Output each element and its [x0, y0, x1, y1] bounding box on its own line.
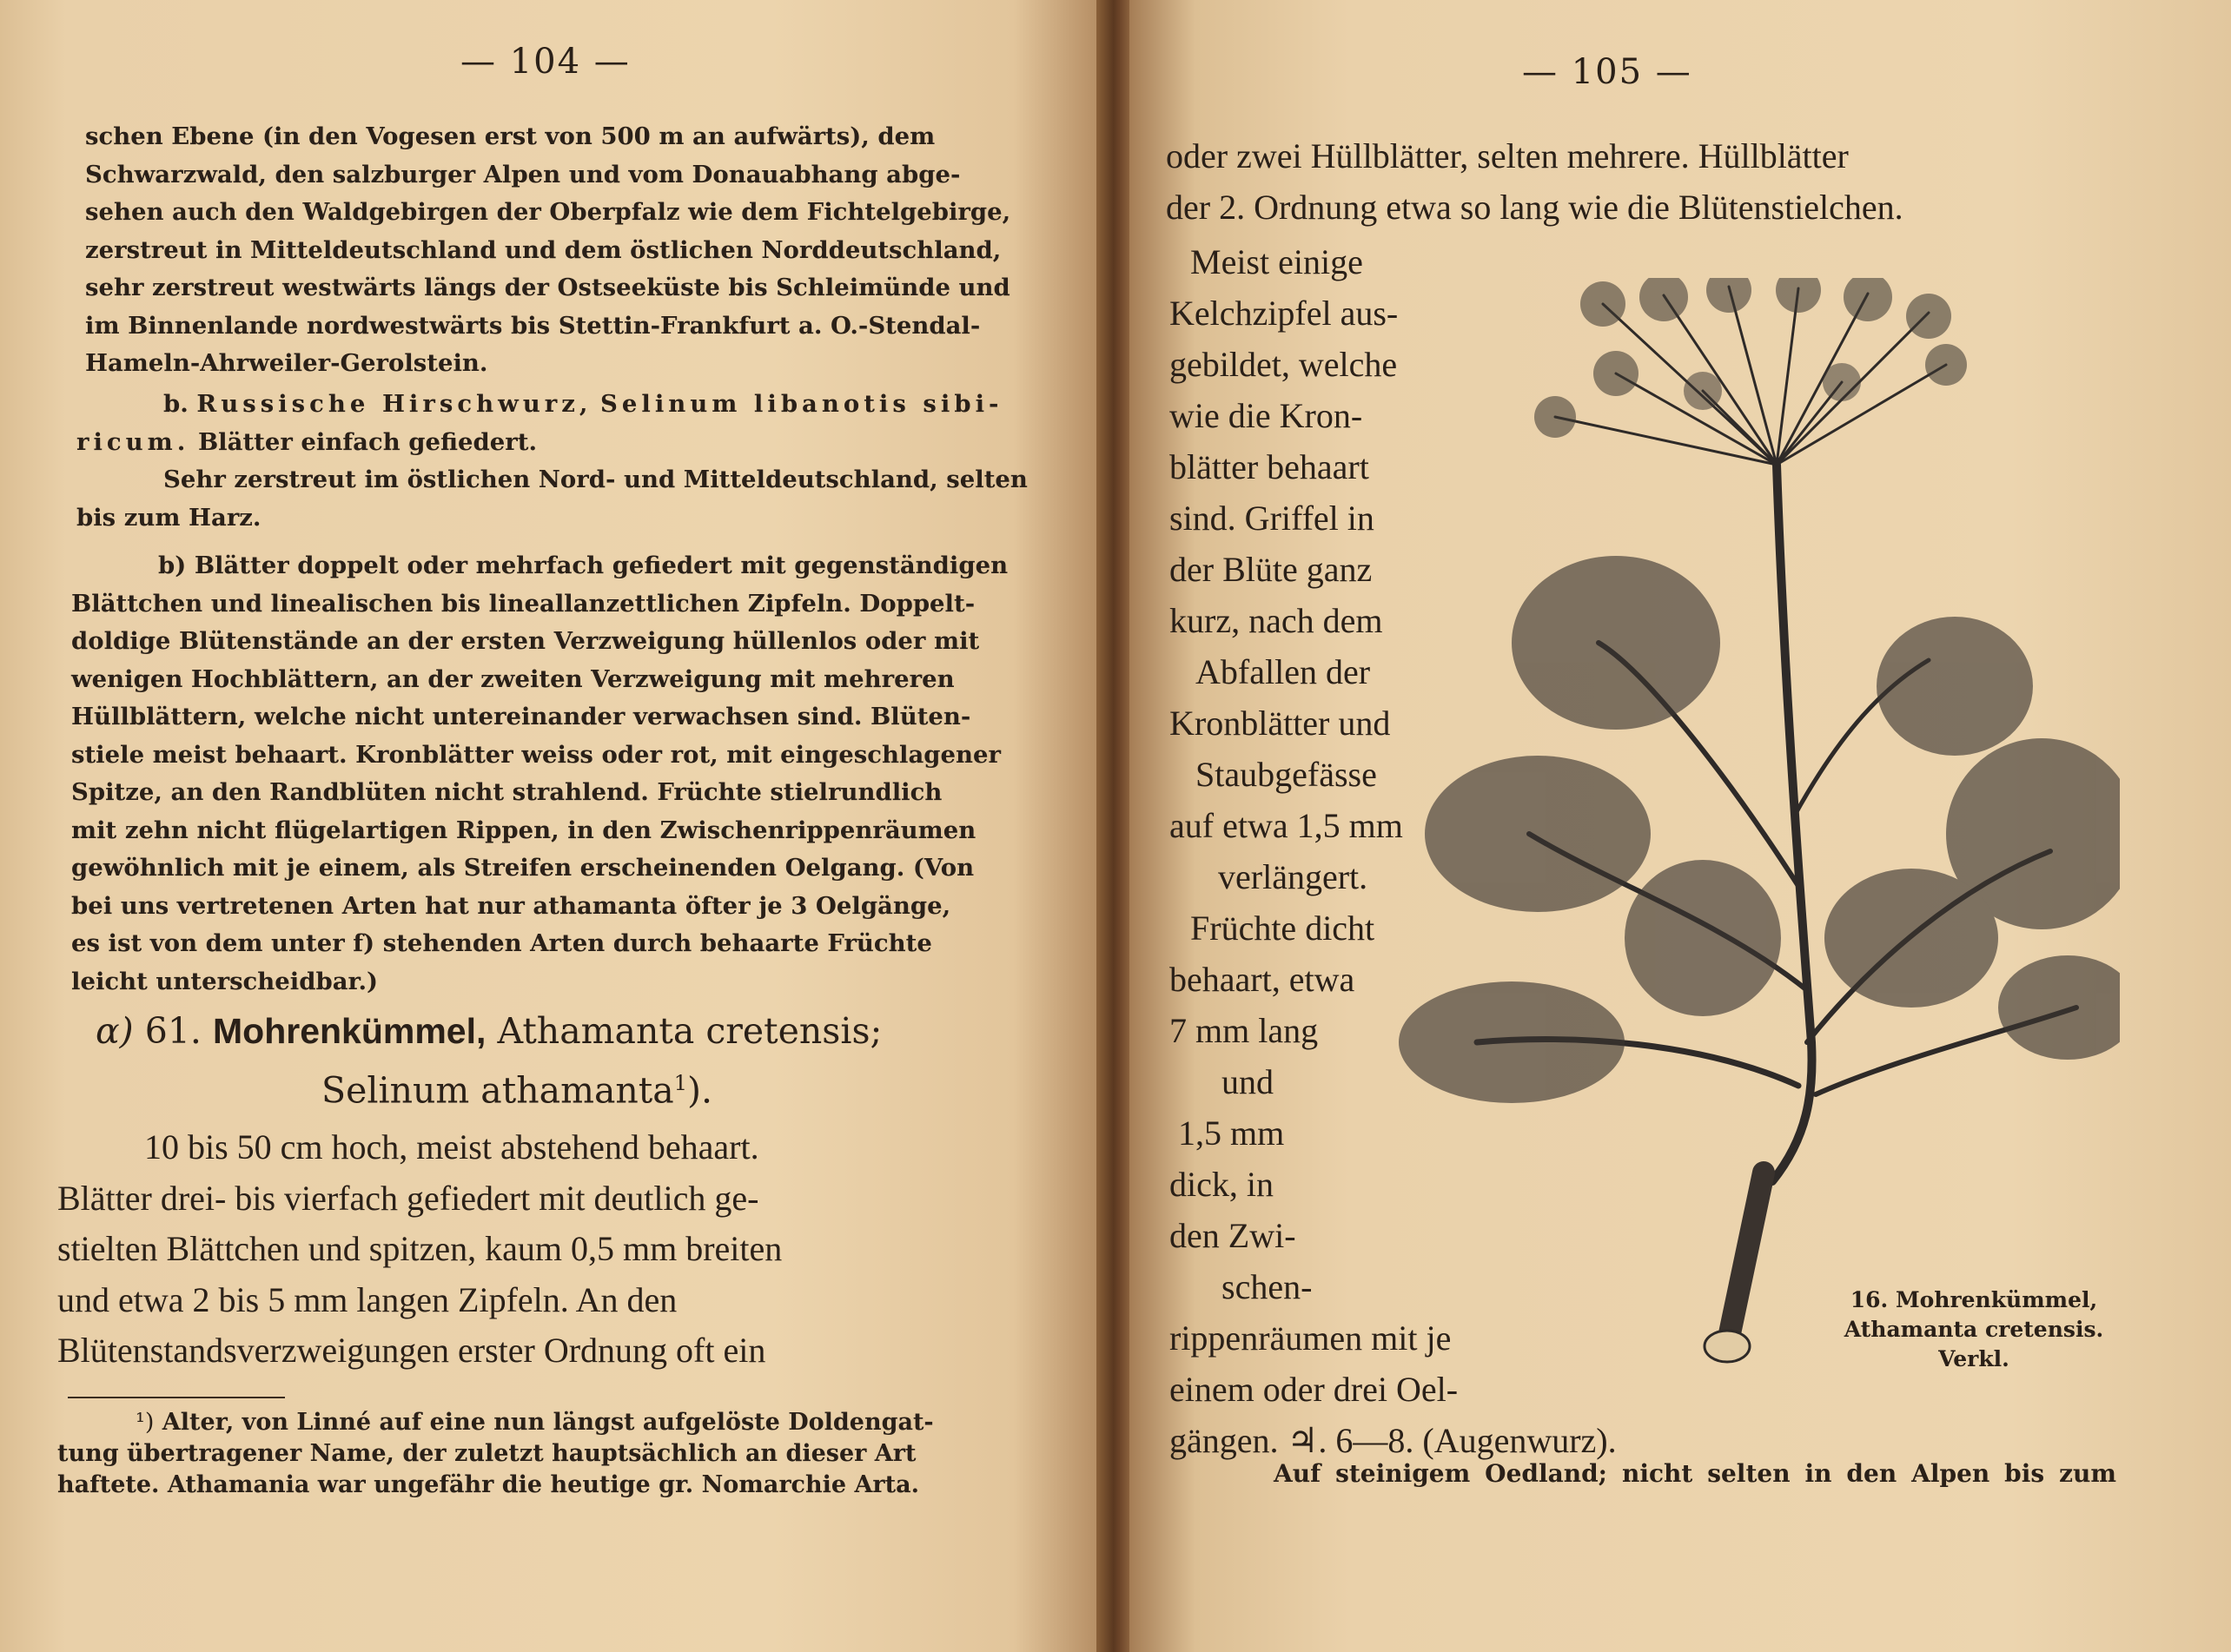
text-line: dick, in [1169, 1165, 1274, 1204]
text-line: Schwarzwald, den salzburger Alpen und vom Donauabhang abge- [85, 160, 961, 188]
text-line: schen- [1221, 1267, 1313, 1306]
footnote-rule [68, 1397, 285, 1398]
species-synonym: Selinum athamanta [321, 1069, 674, 1112]
text-line: Blätter drei- bis vierfach gefiedert mit deutlich ge- [57, 1178, 759, 1218]
footnote [57, 1407, 1020, 1501]
text-line: wenigen Hochblättern, an der zweiten Verzweigung mit mehreren [71, 664, 955, 693]
text-line: gewöhnlich mit je einem, als Streifen erscheinenden Oelgang. (Von [71, 854, 975, 882]
footnote-text: Alter, von Linné auf eine nun längst aufgelöste Doldengat- [162, 1409, 934, 1436]
footnote-mark: ¹) [136, 1409, 155, 1436]
text-line: rippenräumen mit je [1169, 1318, 1452, 1358]
text-line: 7 mm lang [1169, 1011, 1319, 1050]
text-line: Spitze, an den Randblüten nicht strahlend. Früchte stielrundlich [71, 778, 943, 806]
species-heading-line1 [96, 1008, 1016, 1054]
text-line: den Zwi- [1169, 1216, 1296, 1255]
text-line: im Binnenlande nordwestwärts bis Stettin-Frankfurt a. O.-Stendal- [85, 311, 981, 340]
page-number-left: — 104 — [460, 42, 631, 82]
caption-line: 16. Mohrenkümmel, [1850, 1287, 2098, 1312]
footnote-line: tung übertragener Name, der zuletzt hauptsächlich an dieser Art [57, 1440, 917, 1467]
text-line: bei uns vertretenen Arten hat nur athamanta öfter je 3 Oelgänge, [71, 891, 951, 920]
subsection-b-label: b. [163, 390, 189, 418]
subsection-b-desc [76, 424, 1049, 462]
text-line: auf etwa 1,5 mm [1169, 806, 1403, 845]
text-line: zerstreut in Mitteldeutschland und dem östlichen Norddeutschland, [85, 235, 1002, 264]
footnote-line [57, 1407, 1020, 1438]
species-heading-line2 [96, 1060, 1016, 1114]
text-line: sehr zerstreut westwärts längs der Ostseeküste bis Schleimünde und [85, 274, 1010, 301]
text-line: kurz, nach dem [1169, 601, 1383, 640]
text-line: 1,5 mm [1178, 1113, 1285, 1153]
distribution-b-line: bis zum Harz. [76, 503, 261, 532]
distribution-b-line: Sehr zerstreut im östlichen Nord- und Mitteldeutschland, selten [163, 466, 1028, 493]
text-line: 10 bis 50 cm hoch, meist abstehend behaart. [144, 1127, 759, 1166]
subsection-b-title [76, 386, 1049, 424]
text-line: Blättchen und linealischen bis lineallanzettlichen Zipfeln. Doppelt- [71, 589, 976, 618]
text-line: der 2. Ordnung etwa so lang wie die Blütenstielchen. [1166, 188, 1903, 227]
species-number: 61. [144, 1010, 202, 1052]
caption-line: Verkl. [1938, 1346, 2009, 1371]
text-line: und [1221, 1062, 1274, 1101]
text-line: es ist von dem unter f) stehenden Arten durch behaarte Früchte [71, 929, 932, 957]
species-heading-end: ). [687, 1069, 713, 1112]
intro-paragraph [85, 118, 1049, 383]
species-name: Mohrenkümmel, [213, 1011, 487, 1051]
text-line: b) Blätter doppelt oder mehrfach gefiedert mit gegenständigen [158, 552, 1009, 579]
page-number-right: — 105 — [1522, 52, 1692, 92]
text-line: verlängert. [1218, 857, 1368, 896]
text-line: Hüllblättern, welche nicht untereinander verwachsen sind. Blüten- [71, 703, 971, 730]
text-line: schen Ebene (in den Vogesen erst von 500 m an aufwärts), dem [85, 122, 936, 150]
subsection-b-latin-cont: ricum. [76, 427, 190, 456]
text-line: blätter behaart [1169, 447, 1369, 486]
species-marker: α) [96, 1010, 134, 1052]
text-line: Meist einige [1190, 242, 1363, 281]
subsection-b-latin-name: Selinum libanotis sibi- [600, 390, 1003, 418]
text-line: wie die Kron- [1169, 396, 1363, 435]
text-line: gängen. ♃. 6—8. (Augenwurz). [1169, 1421, 1617, 1460]
text-line: stiele meist behaart. Kronblätter weiss oder rot, mit eingeschlagener [71, 740, 1001, 769]
text-line: mit zehn nicht flügelartigen Rippen, in den Zwischenrippenräumen [71, 816, 976, 844]
plant-illustration [1355, 278, 2120, 1398]
text-line: Hameln-Ahrweiler-Gerolstein. [85, 349, 488, 377]
subsection-b-common-name: Russische Hirschwurz, [196, 390, 593, 418]
text-line: leicht unterscheidbar.) [71, 967, 379, 995]
text-line: doldige Blütenstände an der ersten Verzweigung hüllenlos oder mit [71, 627, 980, 655]
text-line: der Blüte ganz [1169, 550, 1373, 589]
text-line: gebildet, welche [1169, 345, 1398, 384]
text-line: Staubgefässe [1195, 755, 1377, 794]
key-b-paragraph [71, 547, 1048, 1001]
footnote-line: haftete. Athamania war ungefähr die heutige gr. Nomarchie Arta. [57, 1471, 919, 1498]
subsection-b [76, 386, 1049, 537]
figure-caption [1817, 1285, 2130, 1374]
habitat-line: Auf steinigem Oedland; nicht selten in den Alpen bis zum [1274, 1459, 2116, 1488]
text-line: sehen auch den Waldgebirgen der Oberpfalz wie dem Fichtelgebirge, [85, 198, 1011, 226]
text-line: stielten Blättchen und spitzen, kaum 0,5 mm breiten [57, 1229, 783, 1268]
text-line: Abfallen der [1195, 652, 1371, 691]
species-heading [96, 1008, 1016, 1114]
text-line: oder zwei Hüllblätter, selten mehrere. Hüllblätter [1166, 136, 1849, 175]
right-top-paragraph [1166, 130, 2132, 233]
subsection-b-description: Blätter einfach gefiedert. [197, 427, 538, 456]
left-page [0, 0, 1102, 1652]
footnote-ref: 1 [673, 1071, 687, 1095]
text-line: sind. Griffel in [1169, 499, 1374, 538]
text-line: einem oder drei Oel- [1169, 1370, 1459, 1409]
text-line: Kelchzipfel aus- [1169, 294, 1399, 333]
caption-line: Athamanta cretensis. [1844, 1317, 2104, 1342]
species-latin: Athamanta cretensis; [497, 1010, 883, 1052]
text-line: Früchte dicht [1190, 909, 1375, 948]
species-description [57, 1122, 1023, 1377]
text-line: und etwa 2 bis 5 mm langen Zipfeln. An den [57, 1279, 678, 1319]
text-line: Blütenstandsverzweigungen erster Ordnung oft ein [57, 1331, 766, 1370]
text-line: behaart, etwa [1169, 960, 1355, 999]
text-line: Kronblätter und [1169, 704, 1391, 743]
